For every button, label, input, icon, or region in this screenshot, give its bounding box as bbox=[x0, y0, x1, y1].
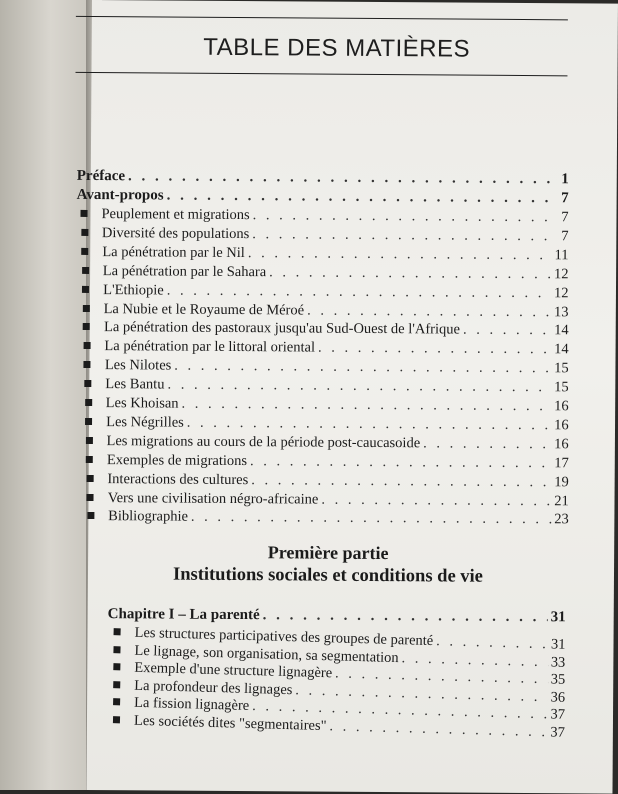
dot-leader bbox=[263, 607, 548, 626]
bullet-icon bbox=[87, 493, 94, 500]
page-number: 16 bbox=[554, 436, 569, 453]
entry-label: Vers une civilisation négro-africaine bbox=[107, 489, 319, 508]
dot-leader bbox=[463, 322, 551, 340]
table-of-contents bbox=[76, 0, 618, 794]
entry-label: Diversité des populations bbox=[101, 224, 250, 242]
toc-entry bbox=[86, 471, 568, 491]
dot-leader bbox=[318, 340, 551, 359]
entry-label: La profondeur des lignages bbox=[133, 677, 293, 698]
bullet-icon bbox=[113, 681, 120, 688]
bullet-icon bbox=[114, 628, 121, 635]
page-number: 15 bbox=[554, 360, 569, 377]
entry-label: La pénétration par le littoral oriental bbox=[104, 338, 316, 356]
toc-entry bbox=[85, 395, 569, 415]
entry-label: Peuplement et migrations bbox=[101, 206, 250, 224]
toc-entry bbox=[85, 414, 569, 434]
part-heading: Première partie bbox=[267, 542, 389, 564]
dot-leader bbox=[252, 226, 551, 245]
toc-entry bbox=[83, 319, 569, 339]
dot-leader bbox=[307, 302, 551, 321]
page-number: 23 bbox=[554, 511, 569, 528]
entry-label: Les Négrilles bbox=[106, 413, 184, 431]
entry-label: Les sociétés dites "segmentaires" bbox=[133, 712, 327, 735]
page-number: 33 bbox=[550, 653, 566, 671]
toc-entry bbox=[87, 489, 569, 509]
page-number: 35 bbox=[550, 671, 566, 688]
bullet-icon bbox=[85, 418, 92, 425]
toc-entry bbox=[85, 433, 568, 453]
page-number: 36 bbox=[550, 689, 566, 706]
dot-leader bbox=[187, 415, 551, 435]
dot-leader bbox=[128, 168, 552, 188]
bullet-icon bbox=[113, 699, 120, 706]
toc-entry-preface bbox=[77, 168, 569, 188]
toc-entry bbox=[87, 508, 569, 528]
entry-label: La fission lignagère bbox=[133, 695, 250, 715]
entry-label: Les Bantu bbox=[105, 376, 165, 393]
bullet-icon bbox=[81, 248, 88, 255]
facing-page bbox=[0, 0, 92, 790]
page-number: 31 bbox=[550, 609, 566, 626]
dot-leader bbox=[250, 453, 551, 472]
dot-leader bbox=[191, 509, 551, 529]
page-number: 15 bbox=[554, 379, 569, 396]
bullet-icon bbox=[113, 716, 120, 723]
entry-label: La pénétration des pastoraux jusqu'au Sud-Ouest de l'Afrique bbox=[103, 319, 461, 338]
bullet-icon bbox=[83, 323, 90, 330]
dot-leader bbox=[269, 264, 551, 283]
page-number: 12 bbox=[554, 284, 569, 301]
bullet-icon bbox=[80, 210, 87, 217]
page-number: 16 bbox=[554, 417, 569, 434]
entry-label: Préface bbox=[76, 167, 126, 185]
page-number: 37 bbox=[550, 706, 566, 724]
page-number: 16 bbox=[554, 398, 569, 415]
toc-entry bbox=[82, 282, 568, 302]
entry-label: Les migrations au cours de la période post-caucasoide bbox=[106, 432, 421, 452]
toc-entry bbox=[81, 225, 569, 245]
bullet-icon bbox=[84, 380, 91, 387]
entry-label: Avant-propos bbox=[76, 186, 164, 204]
page-number: 37 bbox=[550, 724, 566, 741]
entry-label: Le lignage, son organisation, sa segmentation bbox=[134, 642, 399, 666]
page-number: 19 bbox=[554, 473, 569, 490]
bullet-icon bbox=[81, 229, 88, 236]
entry-label: Chapitre I – La parenté bbox=[107, 606, 260, 624]
page-number: 12 bbox=[553, 265, 569, 283]
part-subtitle: Institutions sociales et conditions de vie bbox=[172, 564, 484, 587]
toc-entry-avant-propos bbox=[77, 187, 569, 207]
entry-label: L'Ethiopie bbox=[103, 281, 164, 299]
toc-title: TABLE DES MATIÈRES bbox=[203, 33, 471, 63]
page-number: 17 bbox=[554, 454, 569, 472]
toc-page bbox=[76, 0, 618, 794]
toc-entry bbox=[84, 357, 569, 377]
dot-leader bbox=[253, 207, 552, 226]
page-number: 21 bbox=[554, 492, 569, 509]
toc-entry bbox=[80, 206, 568, 226]
facing-page-bleed-through bbox=[18, 0, 61, 107]
page-number: 31 bbox=[550, 636, 566, 653]
dot-leader bbox=[182, 396, 552, 416]
dot-leader bbox=[251, 472, 551, 491]
page-number: 7 bbox=[561, 209, 569, 226]
bullet-icon bbox=[87, 512, 94, 519]
toc-entry bbox=[84, 376, 568, 396]
page-number: 7 bbox=[561, 190, 569, 207]
bullet-icon bbox=[113, 646, 120, 653]
toc-entry bbox=[86, 452, 569, 472]
bullet-icon bbox=[83, 342, 90, 349]
entry-label: Exemples de migrations bbox=[106, 451, 248, 469]
dot-leader bbox=[167, 282, 551, 302]
bullet-icon bbox=[82, 267, 89, 274]
page-number: 14 bbox=[554, 322, 569, 339]
page-number: 11 bbox=[554, 247, 569, 264]
page-number: 1 bbox=[561, 171, 569, 188]
bullet-icon bbox=[83, 304, 90, 311]
bullet-icon bbox=[82, 286, 89, 293]
dot-leader bbox=[167, 377, 551, 397]
toc-entry bbox=[82, 263, 569, 283]
entry-label: Bibliographie bbox=[108, 508, 189, 526]
entry-label: Les Khoisan bbox=[105, 395, 179, 412]
toc-entry-chapter-1 bbox=[108, 606, 566, 626]
dot-leader bbox=[174, 358, 551, 378]
page-number: 14 bbox=[554, 341, 569, 358]
entry-label: Les Nilotes bbox=[104, 357, 172, 374]
page-number: 13 bbox=[554, 303, 569, 320]
dot-leader bbox=[167, 188, 552, 208]
entry-label: La pénétration par le Sahara bbox=[102, 262, 267, 280]
bullet-icon bbox=[84, 361, 91, 368]
entry-label: Interactions des cultures bbox=[107, 470, 249, 488]
bullet-icon bbox=[113, 663, 120, 670]
dot-leader bbox=[423, 435, 551, 453]
toc-entry bbox=[81, 244, 568, 264]
bullet-icon bbox=[85, 399, 92, 406]
toc-entry bbox=[83, 338, 568, 358]
bullet-icon bbox=[86, 456, 93, 463]
toc-entry bbox=[83, 300, 569, 320]
dot-leader bbox=[321, 491, 551, 510]
entry-label: La Nubie et le Royaume de Méroé bbox=[103, 300, 305, 318]
bullet-icon bbox=[86, 475, 93, 482]
entry-label: Exemple d'une structure lignagère bbox=[134, 659, 333, 682]
dot-leader bbox=[436, 633, 548, 653]
entry-label: La pénétration par le Nil bbox=[102, 243, 245, 261]
dot-leader bbox=[248, 245, 552, 264]
entry-label: Les structures participatives des groupes de parenté bbox=[134, 624, 434, 650]
page-number: 7 bbox=[561, 228, 569, 245]
bullet-icon bbox=[86, 437, 93, 444]
